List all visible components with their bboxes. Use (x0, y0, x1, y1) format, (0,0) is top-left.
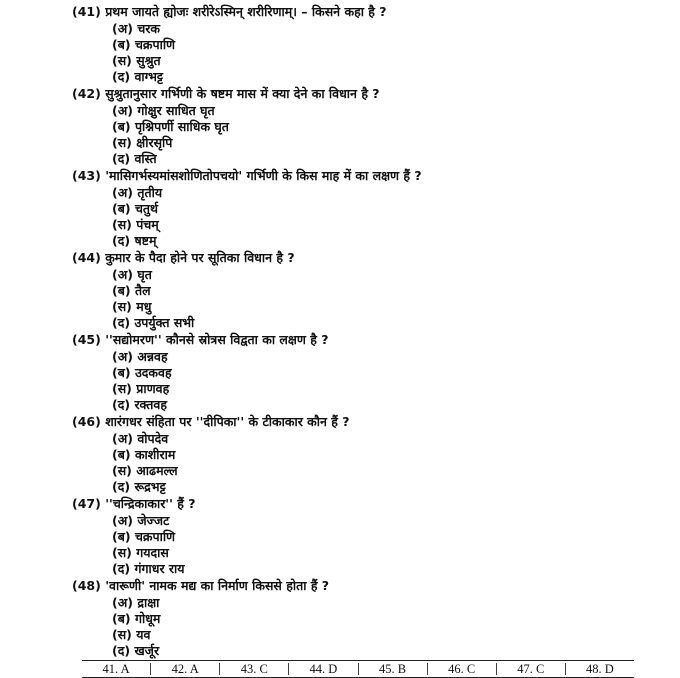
option-text: वोपदेव (137, 430, 169, 446)
option-key: (द) (112, 315, 131, 331)
question-stem (72, 332, 632, 349)
answer-key-item: 43. C (240, 662, 268, 676)
option-a (72, 431, 632, 447)
option-text: काशीराम (134, 446, 176, 462)
option-text: गयदास (136, 545, 169, 561)
option-text: चतुर्थ (134, 200, 158, 216)
answer-key-item: 41. A (102, 662, 130, 676)
option-key: (स) (112, 381, 132, 397)
option-c (72, 135, 632, 151)
option-d (72, 69, 632, 85)
option-c (72, 299, 632, 315)
option-b (72, 119, 632, 135)
option-b (72, 529, 632, 545)
option-d (72, 315, 632, 331)
question-number: (44) (72, 250, 101, 265)
question-number: (46) (72, 414, 101, 429)
option-key: (स) (112, 299, 132, 315)
question-stem (72, 414, 632, 431)
answer-key-item: 45. B (379, 662, 407, 676)
option-key: (स) (112, 545, 132, 561)
option-text: गोक्षुर साधित घृत (137, 102, 215, 118)
option-key: (स) (112, 463, 132, 479)
option-c (72, 381, 632, 397)
question-stem (72, 4, 632, 21)
option-text: चरक (137, 20, 160, 36)
option-text: वस्ति (134, 151, 157, 167)
option-c (72, 627, 632, 643)
option-a (72, 513, 632, 529)
option-text: क्षीरसृपि (136, 135, 173, 151)
question-46 (72, 414, 632, 496)
question-42 (72, 86, 632, 168)
option-text: द्राक्षा (137, 594, 160, 610)
option-a (72, 267, 632, 283)
option-text: वाग्भट्ट (134, 69, 164, 85)
option-text: पंचम् (136, 217, 159, 233)
option-a (72, 21, 632, 37)
option-key: (ब) (112, 36, 131, 52)
option-c (72, 217, 632, 233)
option-text: पृश्निपर्णी साधिक घृत (134, 118, 229, 134)
option-text: गंगाधर राय (134, 561, 185, 577)
question-stem (72, 578, 632, 595)
question-number: (47) (72, 496, 101, 511)
option-d (72, 561, 632, 577)
option-b (72, 283, 632, 299)
option-key: (ब) (112, 200, 131, 216)
option-b (72, 611, 632, 627)
option-key: (ब) (112, 118, 131, 134)
question-47 (72, 496, 632, 578)
option-key: (द) (112, 151, 131, 167)
option-key: (ब) (112, 528, 131, 544)
question-text: ''सद्योमरण'' कौनसे स्रोत्रस विद्वता का लक्षण है ? (105, 332, 329, 347)
option-key: (स) (112, 627, 132, 643)
question-number: (41) (72, 4, 101, 19)
question-text: 'मासिगर्भस्यमांसशोणितोपचयो' गर्भिणी के किस माह में का लक्षण हैं ? (105, 168, 422, 183)
option-a (72, 595, 632, 611)
option-d (72, 233, 632, 249)
question-text: सुश्रुतानुसार गर्भिणी के षष्टम मास में क्या देने का विधान है ? (105, 86, 380, 101)
option-d (72, 643, 632, 659)
option-text: खर्जूर (134, 643, 160, 659)
option-text: षष्टम् (134, 233, 157, 249)
option-text: चक्रपाणि (134, 36, 176, 52)
option-key: (ब) (112, 282, 131, 298)
option-c (72, 545, 632, 561)
option-text: उपर्युक्त सभी (134, 315, 195, 331)
answer-key-item: 42. A (171, 662, 199, 676)
option-key: (स) (112, 135, 132, 151)
question-number: (45) (72, 332, 101, 347)
option-text: उदकवह (134, 364, 172, 380)
option-key: (अ) (112, 348, 133, 364)
answer-key-item: 46. C (448, 662, 476, 676)
option-text: घृत (137, 266, 152, 282)
option-key: (द) (112, 479, 131, 495)
question-text: कुमार के पैदा होने पर सूतिका विधान है ? (105, 250, 295, 265)
question-text: 'वारूणी' नामक मद्य का निर्माण किससे होता हैं ? (105, 578, 330, 593)
option-text: चक्रपाणि (134, 528, 176, 544)
option-b (72, 37, 632, 53)
question-44 (72, 250, 632, 332)
question-text: प्रथम जायते ह्योजः शरीरेऽस्मिन् शरीरिणाम्। – किसने कहा है ? (105, 4, 387, 19)
option-text: तैल (134, 282, 151, 298)
option-a (72, 103, 632, 119)
option-b (72, 201, 632, 217)
option-d (72, 151, 632, 167)
option-a (72, 185, 632, 201)
option-key: (अ) (112, 430, 133, 446)
option-text: गोधूम (134, 610, 161, 626)
option-text: यव (136, 627, 151, 643)
question-number: (42) (72, 86, 101, 101)
option-d (72, 397, 632, 413)
option-key: (स) (112, 217, 132, 233)
question-stem (72, 496, 632, 513)
question-48 (72, 578, 632, 660)
option-key: (अ) (112, 266, 133, 282)
option-text: तृतीय (137, 184, 163, 200)
option-b (72, 365, 632, 381)
option-key: (द) (112, 397, 131, 413)
option-d (72, 479, 632, 495)
option-key: (ब) (112, 364, 131, 380)
option-key: (द) (112, 643, 131, 659)
answer-key-bar (82, 660, 634, 678)
question-text: शारंगधर संहिता पर ''दीपिका'' के टीकाकार कौन हैं ? (105, 414, 350, 429)
question-stem (72, 168, 632, 185)
option-key: (द) (112, 233, 131, 249)
option-text: रूद्रभट्ट (134, 479, 166, 495)
question-number: (43) (72, 168, 101, 183)
option-b (72, 447, 632, 463)
option-key: (द) (112, 69, 131, 85)
question-number: (48) (72, 578, 101, 593)
option-key: (अ) (112, 102, 133, 118)
question-45 (72, 332, 632, 414)
option-key: (अ) (112, 20, 133, 36)
question-43 (72, 168, 632, 250)
option-text: रक्तवह (134, 397, 167, 413)
option-key: (अ) (112, 512, 133, 528)
option-text: सुश्रुत (136, 53, 161, 69)
question-41 (72, 4, 632, 86)
option-key: (अ) (112, 594, 133, 610)
answer-key-item: 47. C (517, 662, 545, 676)
answer-key-item: 44. D (309, 662, 338, 676)
option-text: आढमल्ल (136, 463, 178, 479)
option-a (72, 349, 632, 365)
option-key: (ब) (112, 446, 131, 462)
option-key: (द) (112, 561, 131, 577)
option-text: प्राणवह (136, 381, 170, 397)
option-c (72, 53, 632, 69)
question-text: ''चन्द्रिकाकार'' हैं ? (105, 496, 196, 511)
option-text: मधु (136, 299, 152, 315)
option-text: अन्नवह (137, 348, 168, 364)
question-stem (72, 250, 632, 267)
option-c (72, 463, 632, 479)
answer-key-item: 48. D (586, 662, 614, 676)
option-key: (ब) (112, 610, 131, 626)
option-text: जेज्जट (137, 512, 170, 528)
option-key: (स) (112, 53, 132, 69)
option-key: (अ) (112, 184, 133, 200)
question-stem (72, 86, 632, 103)
